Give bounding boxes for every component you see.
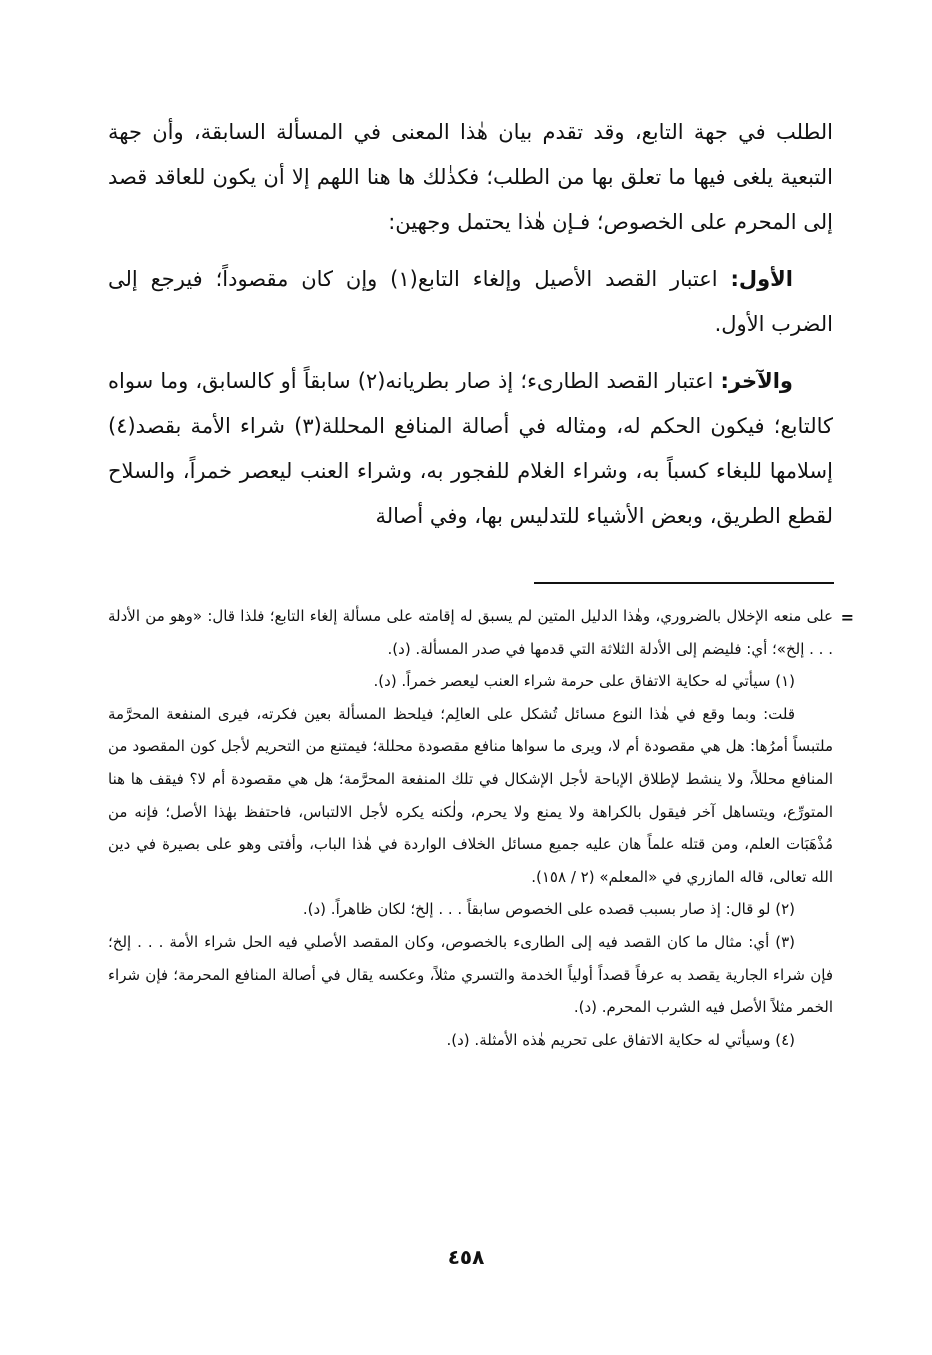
continuation-mark: = xyxy=(840,608,854,627)
page-number: ٤٥٨ xyxy=(447,1245,485,1269)
footnote-4: (٤) وسيأتي له حكاية الاتفاق على تحريم هٰذه الأمثلة. (د). xyxy=(446,1030,795,1049)
paragraph-text: الطلب في جهة التابع، وقد تقدم بيان هٰذا المعنى في المسألة السابقة، وأن جهة التبعية يلغى فيها ما تعلق بها من الطلب؛ فكذٰلك ها هنا اللهم إلا أن يكون للعاقد قصد إلى المحرم على الخصوص؛ فـإن هٰذا يحتمل وجهين: xyxy=(108,120,833,234)
paragraph-second-view xyxy=(108,359,833,539)
term-second: والآخر: xyxy=(720,369,793,393)
footnotes xyxy=(108,600,833,1056)
footnote-1: (١) سيأتي له حكاية الاتفاق على حرمة شراء العنب ليعصر خمراً. (د). xyxy=(373,672,795,691)
paragraph-text: اعتبار القصد الأصيل وإلغاء التابع(١) وإن كان مقصوداً؛ فيرجع إلى الضرب الأول. xyxy=(108,267,833,336)
paragraph-first-view xyxy=(108,257,833,347)
paragraph-text: اعتبار القصد الطارىء؛ إذ صار بطريانه(٢) سابقاً أو كالسابق، وما سواه كالتابع؛ فيكون الحكم له، ومثاله في أصالة المنافع المحللة(٣) شراء الأمة بقصد(٤) إسلامها للبغاء كسباً به، وشراء الغلام للفجور به، وشراء العنب ليعصر خمراً، والسلاح لقطع الطريق، وبعض الأشياء للتدليس بها، وفي أصالة xyxy=(108,369,834,528)
footnote-3: (٣) أي: مثال ما كان القصد فيه إلى الطارىء بالخصوص، وكان المقصد الأصلي فيه الحل شراء الأمة . . . إلخ؛ فإن شراء الجارية يقصد به عرفاً قصداً أولياً الخدمة والتسري مثلاً، وعكسه يقال في أصالة المنافع المحرمة؛ فإن شراء الخمر مثلاً الأصل فيه الشرب المحرم. (د). xyxy=(108,932,833,1017)
footnote-2: (٢) لو قال: إذ صار بسبب قصده على الخصوص سابقاً . . . إلخ؛ لكان ظاهراً. (د). xyxy=(302,900,795,919)
paragraph-intro xyxy=(108,110,833,245)
term-first: الأول: xyxy=(730,267,793,291)
footnote-separator xyxy=(534,582,834,584)
footnote-continuation: على منعه الإخلال بالضروري، وهٰذا الدليل المتين لم يسبق له إقامته على مسألة إلغاء التابع؛ فلذا قال: «وهو من الأدلة . . . إلخ»؛ أي: فليضم إلى الأدلة الثلاثة التي قدمها في صدر المسألة. (د). xyxy=(108,607,833,658)
footnote-1-comment: قلت: وبما وقع في هٰذا النوع مسائل تُشكل على العالِم؛ فيلحظ المسألة بعين فكرته، فيرى المنفعة المحرَّمة ملتبساً أمرُها: هل هي مقصودة أم لا، ويرى ما سواها منافع مقصودة محللة؛ فيمتنع من التحريم لأجل كون المقصود من المنافع محللاً، ولا ينشط لإطلاق الإباحة لأجل الإشكال في تلك المنفعة المحرَّمة؛ هل هي مقصودة أم لا؟ فيقف ها هنا المتورِّع، ويتساهل آخر فيقول بالكراهة ولا يمنع ولا يحرم، ولٰكنه يكره لأجل الالتباس، فاحتفظ بهٰذا الأصل؛ فإنه من مُذْهَبَات العلم، ومن قتله علماً هان عليه جميع مسائل الخلاف الواردة في هٰذا الباب، وأفتى وهو على بصيرة في دين الله تعالى، قاله المازري في «المعلم» (٢ / ١٥٨). xyxy=(108,704,833,886)
main-text xyxy=(108,110,833,539)
